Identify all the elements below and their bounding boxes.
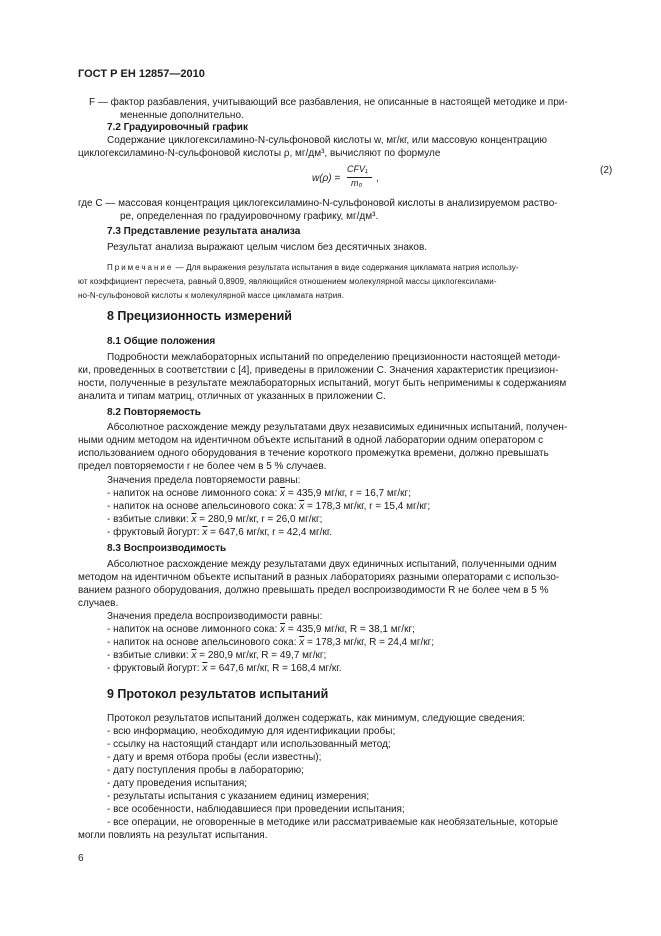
text-line: Абсолютное расхождение между результатами двух единичных испытаний, полученными одним: [107, 559, 557, 570]
text-line: случаев.: [78, 598, 119, 609]
text-line: мененные дополнительно.: [120, 110, 244, 121]
page-number: 6: [78, 853, 84, 864]
text-line: Абсолютное расхождение между результатами двух независимых единичных испытаний, получен-: [107, 422, 568, 433]
section-heading-8: 8 Прецизионность измерений: [107, 309, 292, 323]
note-label: Примечание: [107, 263, 174, 272]
formula-numerator: CFV₁: [347, 164, 368, 174]
text-line: ными одним методом на идентичном объекте испытаний в одной лаборатории одним оператором с: [78, 435, 544, 446]
section-heading-9: 9 Протокол результатов испытаний: [107, 687, 329, 701]
formula-denominator: m₀: [351, 178, 363, 188]
section-heading-7-2: 7.2 Градуировочный график: [107, 122, 248, 133]
text-line: использованием одного оборудования в течение короткого промежутка времени, должно превышать: [78, 448, 549, 459]
text-line: где C — массовая концентрация циклогексиламино-N-сульфоновой кислоты в анализируемом раство-: [78, 198, 558, 209]
text-line: Результат анализа выражают целым числом без десятичных знаков.: [107, 242, 428, 253]
text-line: Значения предела повторяемости равны:: [107, 475, 301, 486]
section-heading-8-3: 8.3 Воспроизводимость: [107, 543, 227, 554]
note-line: Примечание — Для выражения результата испытания в виде содержания цикламата натрия использу-: [107, 263, 519, 272]
list-item: - фруктовый йогурт: $\overline{x} = 647,6$ мг/кг, R = 168,4 мг/кг.: [107, 663, 342, 674]
formula-number: (2): [600, 165, 613, 176]
list-item: - все операции, не оговоренные в методике или рассматриваемые как необязательные, которые: [107, 817, 559, 828]
text-line: ре, определенная по градуировочному графику, мг/дм³.: [120, 211, 379, 222]
section-heading-7-3: 7.3 Представление результата анализа: [107, 226, 301, 237]
list-item: - напиток на основе лимонного сока: $\overline{x} = 435,9$ мг/кг, R = 38,1 мг/кг;: [107, 624, 415, 635]
list-item: - дату поступления пробы в лабораторию;: [107, 765, 304, 776]
section-heading-8-1: 8.1 Общие положения: [107, 336, 216, 347]
text-line: Протокол результатов испытаний должен содержать, как минимум, следующие сведения:: [107, 713, 526, 724]
standard-header: ГОСТ Р ЕН 12857—2010: [78, 68, 205, 80]
note-line: но-N-сульфоновой кислоты к молекулярной массе цикламата натрия.: [78, 291, 345, 300]
section-heading-8-2: 8.2 Повторяемость: [107, 407, 201, 418]
list-item: - напиток на основе лимонного сока: $\overline{x} = 435,9$ мг/кг, r = 16,7 мг/кг;: [107, 488, 411, 499]
text-line: Значения предела воспроизводимости равны:: [107, 611, 323, 622]
text-line: методом на идентичном объекте испытаний в разных лабораториях разными операторами с использо-: [78, 572, 560, 583]
text-line: циклогексиламино-N-сульфоновой кислоты ρ, мг/дм³, вычисляют по формуле: [78, 148, 441, 159]
list-item: - все особенности, наблюдавшиеся при проведении испытания;: [107, 804, 405, 815]
formula-fraction: [347, 164, 375, 192]
list-item: - дату и время отбора пробы (если известны);: [107, 752, 322, 763]
list-item: - взбитые сливки: $\overline{x} = 280,9$ мг/кг, r = 26,0 мг/кг;: [107, 514, 323, 525]
list-item: - взбитые сливки: $\overline{x} = 280,9$ мг/кг, R = 49,7 мг/кг;: [107, 650, 327, 661]
list-item: - всю информацию, необходимую для идентификации пробы;: [107, 726, 396, 737]
text-line: ванием разного оборудования, должно превышать предел воспроизводимости R не более чем в 5 %: [78, 585, 549, 596]
text-line: Подробности межлабораторных испытаний по определению прецизионности настоящей методи-: [107, 352, 561, 363]
text-line: Содержание циклогексиламино-N-сульфоновой кислоты w, мг/кг, или массовую концентрацию: [107, 135, 547, 146]
formula-comma: ,: [376, 173, 379, 184]
list-item: - результаты испытания с указанием единиц измерения;: [107, 791, 370, 802]
text-line: могли повлиять на результат испытания.: [78, 830, 268, 841]
list-item: - ссылку на настоящий стандарт или использованный метод;: [107, 739, 391, 750]
text-line: F — фактор разбавления, учитывающий все разбавления, не описанные в настоящей методике и при-: [89, 97, 568, 108]
list-item: - дату проведения испытания;: [107, 778, 248, 789]
note-line: ют коэффициент пересчета, равный 0,8909, являющийся отношением молекулярной массы циклогексилами-: [78, 277, 497, 286]
text-line: предел повторяемости r не более чем в 5 % случаев.: [78, 461, 327, 472]
text-line: ки, проведенных в соответствии с [4], приведены в приложении С. Значения характеристик прецизион-: [78, 365, 559, 376]
text-line: ности, полученные в результате межлабораторных испытаний, могут быть неприменимы к содержаниям: [78, 378, 567, 389]
formula-lhs: w(ρ) =: [312, 173, 341, 184]
list-item: - напиток на основе апельсинового сока: $\overline{x} = 178,3$ мг/кг, R = 24,4 мг/кг;: [107, 637, 435, 648]
list-item: - фруктовый йогурт: $\overline{x} = 647,6$ мг/кг, r = 42,4 мг/кг.: [107, 527, 333, 538]
list-item: - напиток на основе апельсинового сока: $\overline{x} = 178,3$ мг/кг, r = 15,4 мг/кг;: [107, 501, 431, 512]
text-line: аналита и типам матриц, отличных от указанных в приложении С.: [78, 391, 386, 402]
